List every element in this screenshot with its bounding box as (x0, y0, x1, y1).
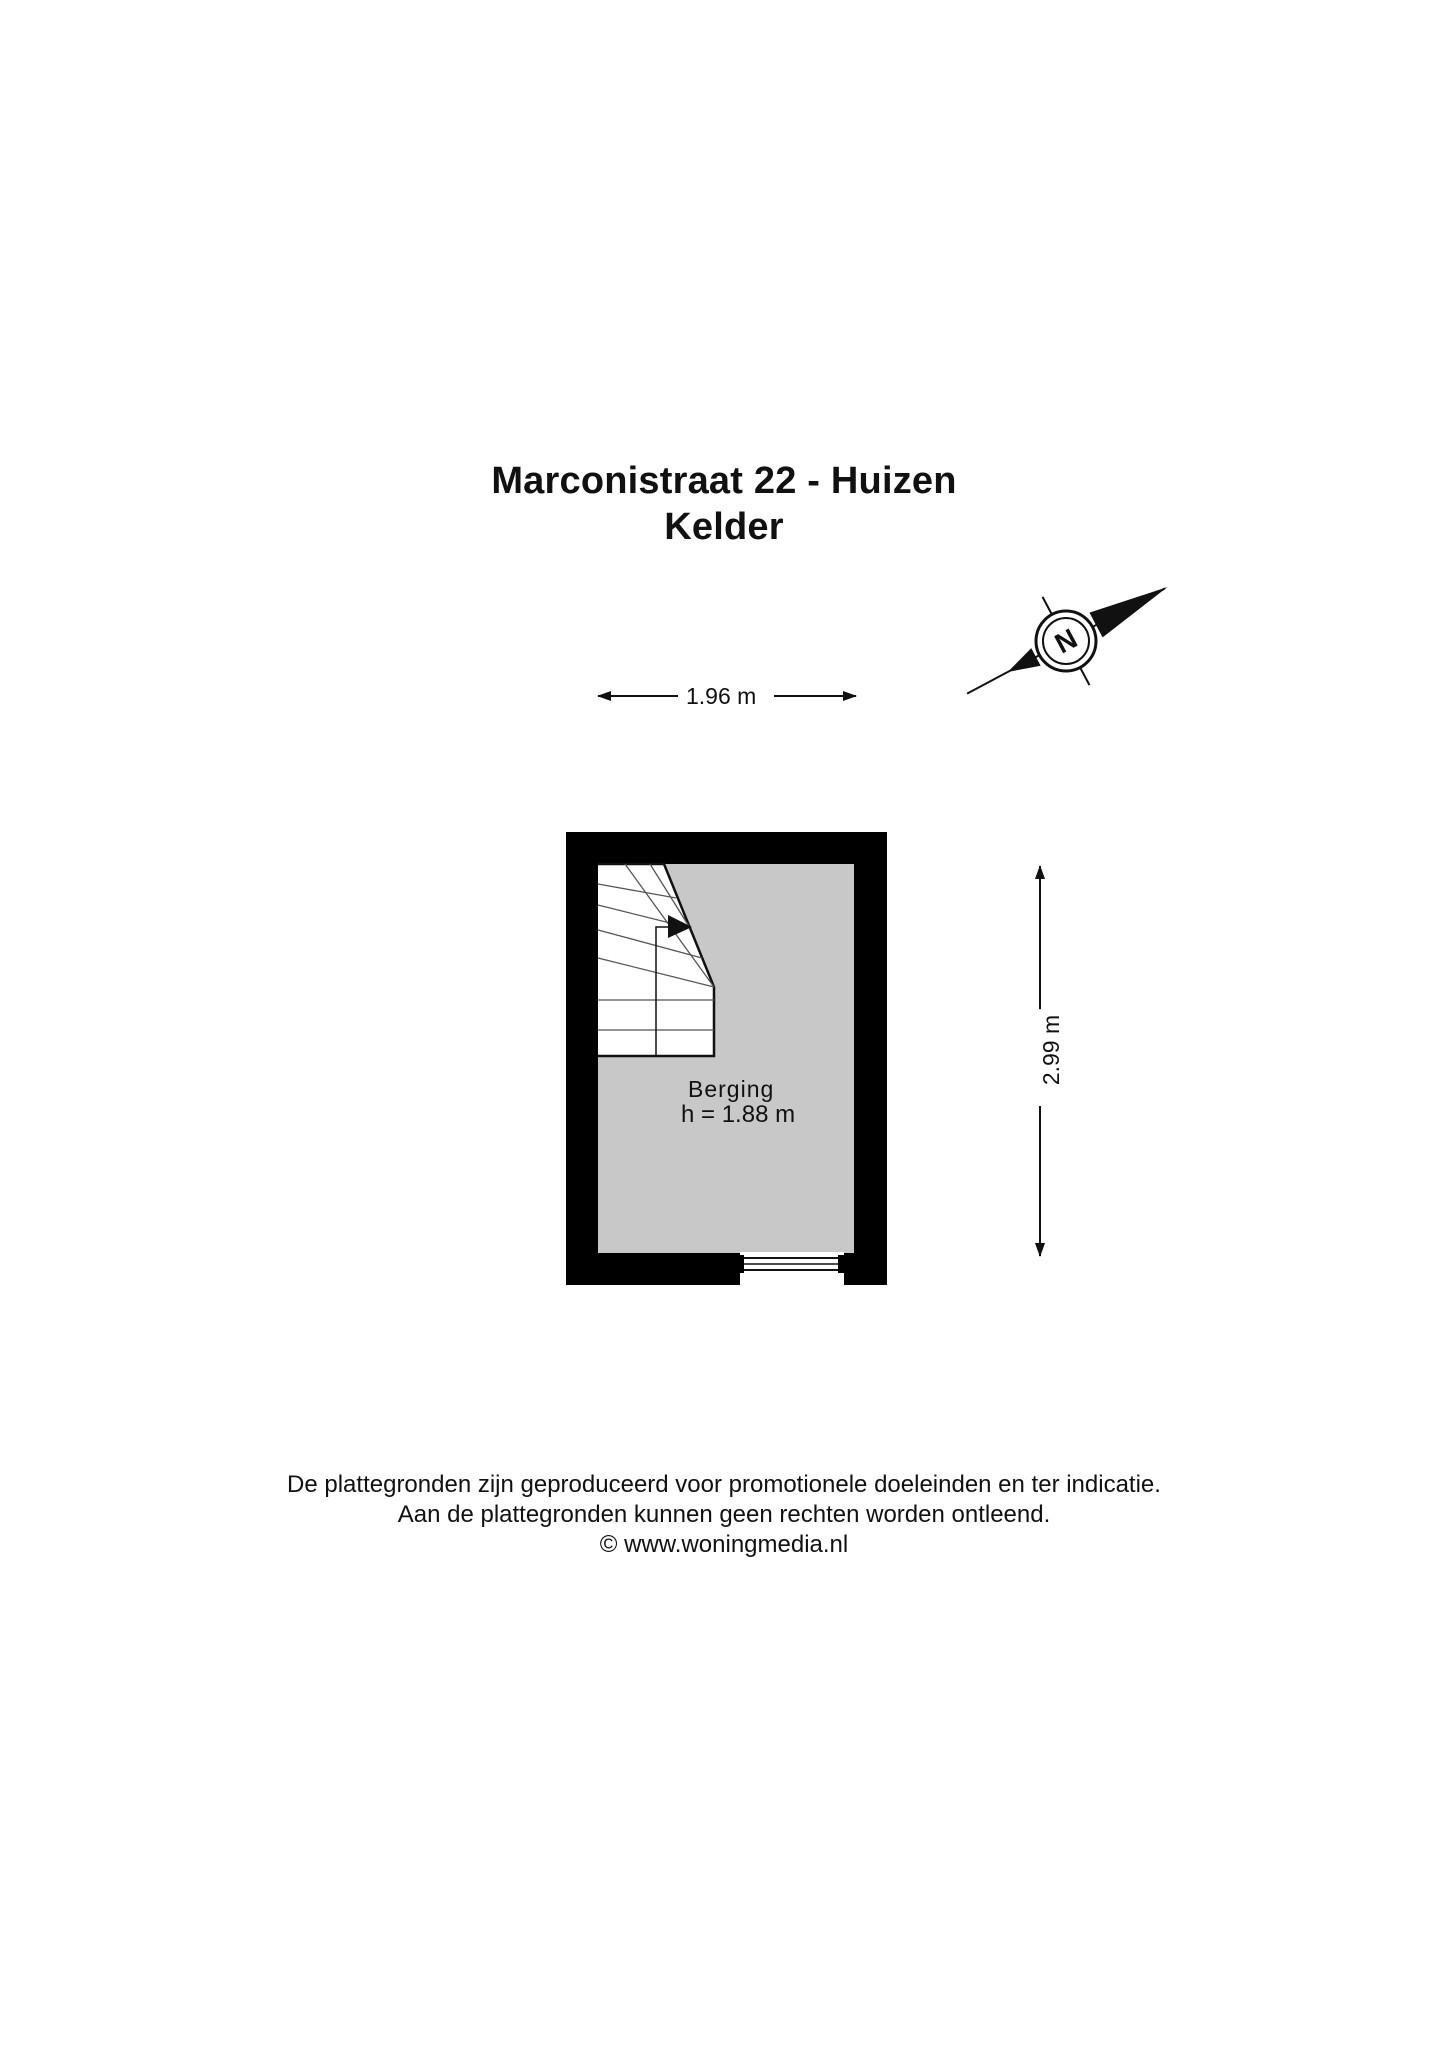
disclaimer-copyright: © www.woningmedia.nl (599, 1531, 849, 1558)
room-name-label: Berging (688, 1076, 775, 1102)
compass-north-letter: N (1049, 622, 1083, 660)
width-dimension-label: 1.96 m (680, 683, 762, 709)
height-dimension-label: 2.99 m (1038, 1009, 1064, 1091)
door-opening (738, 1252, 844, 1286)
plan-title-floor: Kelder (664, 506, 784, 548)
disclaimer-line-2: Aan de plattegronden kunnen geen rechten worden ontleend. (397, 1501, 1051, 1528)
room-height-label: h = 1.88 m (681, 1101, 796, 1128)
plan-title-address: Marconistraat 22 - Huizen (491, 460, 957, 502)
north-arrow-icon (944, 543, 1191, 738)
disclaimer-line-1: De plattegronden zijn geproduceerd voor promotionele doeleinden en ter indicatie. (287, 1471, 1161, 1498)
